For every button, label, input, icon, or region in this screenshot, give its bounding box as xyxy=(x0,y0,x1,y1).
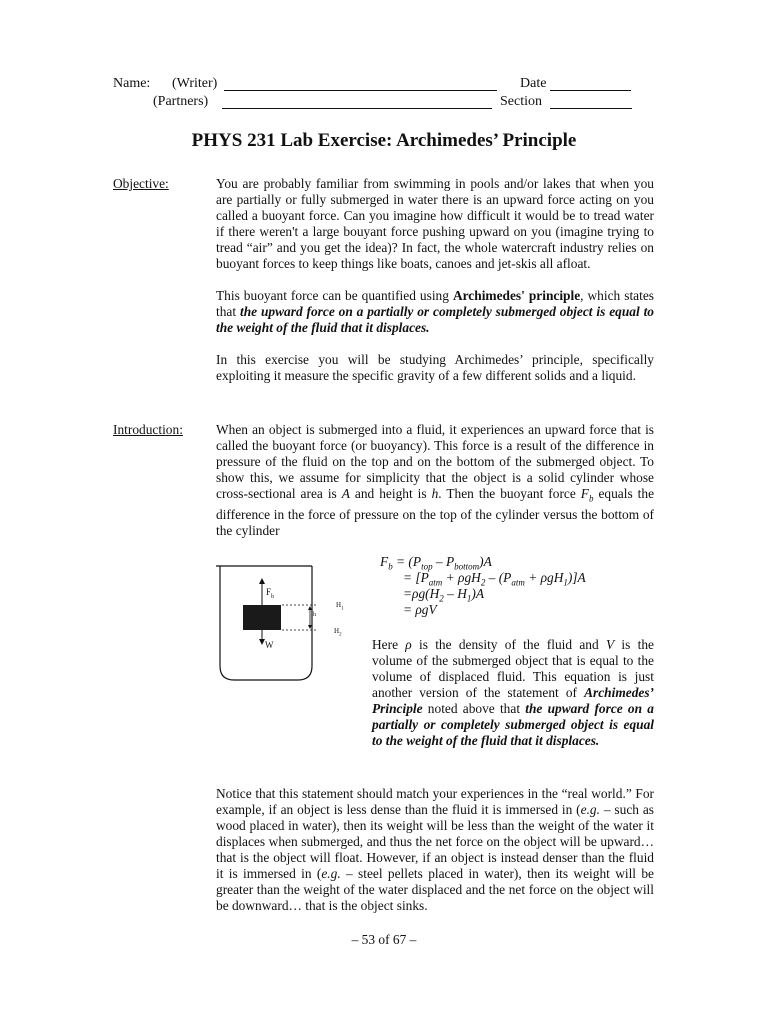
name-label: Name: xyxy=(113,76,151,91)
section-label: Section xyxy=(500,94,542,109)
h2-label: $H_2$ xyxy=(334,627,342,638)
w-label: W xyxy=(265,640,274,650)
objective-paragraph-2: This buoyant force can be quantified using Archimedes' principle, which states that the upward force on a partially or completely submerged object is equal to the weight of the fluid that it displaces. xyxy=(216,288,654,335)
equation-line-2: = $[P_{atm} + \rho gH_2 - (P_{atm} + \rho gH_1)]A$ xyxy=(403,570,586,588)
objective-paragraph-3: In this exercise you will be studying Archimedes’ principle, specifically exploiting it measure the specific gravity of a few different solids and a liquid. xyxy=(216,352,654,383)
submerged-block xyxy=(243,605,281,630)
introduction-label: Introduction: xyxy=(113,422,183,437)
page-number: – 53 of 67 – xyxy=(351,932,417,947)
equation-line-1: $F_b = (P_{top} - P_{bottom})A$ xyxy=(380,554,492,572)
objective-label: Objective: xyxy=(113,176,169,191)
page-title: PHYS 231 Lab Exercise: Archimedes’ Principle xyxy=(191,130,577,151)
introduction-paragraph-1: When an object is submerged into a fluid, it experiences an upward force that is called the buoyant force (or buoyancy). This force is a result of the difference in pressure of the fluid on the top and on the bottom of the submerged object. To show this, we assume for simplicity that the object is a solid cylinder whose cross-sectional area is A and height is h. Then the buoyant force $F_b$ equals the difference in the force of pressure on the top of the cylinder versus the bottom of the cylinder xyxy=(216,422,655,538)
introduction-paragraph-2: Here ρ is the density of the fluid and V is the volume of the submerged object that is equal to the volume of displaced fluid. This equation is just another version of the statement of Archimedes’ Principle noted above that the upward force on a partially or completely submerged object is equal to the weight of the fluid that it displaces. xyxy=(372,637,654,748)
date-label: Date xyxy=(520,76,547,91)
equation-line-4: = ρgV xyxy=(403,602,437,617)
introduction-paragraph-3: Notice that this statement should match your experiences in the “real world.” For example, if an object is less dense than the fluid it is immersed in (e.g. – such as wood placed in water), then its weight will be less than the weight of the water it displaces when submerged, and thus the net force on the object will be upward… that is the object will float. However, if an object is instead denser than the fluid it is immersed in (e.g. – steel pellets placed in water), then its weight will be greater than the weight of the water displaced and the net force on the object will be downward… that is the object sinks. xyxy=(216,786,654,913)
partners-field[interactable] xyxy=(222,108,492,109)
objective-paragraph-1: You are probably familiar from swimming in pools and/or lakes that when you are partially or fully submerged in water there is an upward force acting on you called a buoyant force. Can you imagine how difficult it would be to tread water if there weren't a large bouyant force pushing upward on you (imagine trying to tread “air” and you get the idea)? In fact, the whole watercraft industry relies on buoyant forces to keep things like boats, canoes and jet-skis all afloat. xyxy=(216,176,654,271)
h1-label: $H_1$ xyxy=(336,601,344,612)
partners-label: (Partners) xyxy=(153,94,209,109)
beaker-diagram xyxy=(212,560,362,685)
fb-label: $F_b$ xyxy=(266,587,275,600)
h-label: h xyxy=(313,612,316,618)
equation-line-3: $=\rho g(H_2 - H_1)A$ xyxy=(403,586,484,604)
objective-section xyxy=(216,176,654,384)
writer-label: (Writer) xyxy=(172,76,218,91)
date-field[interactable] xyxy=(550,90,631,91)
writer-field[interactable] xyxy=(224,90,497,91)
section-field[interactable] xyxy=(550,108,632,109)
